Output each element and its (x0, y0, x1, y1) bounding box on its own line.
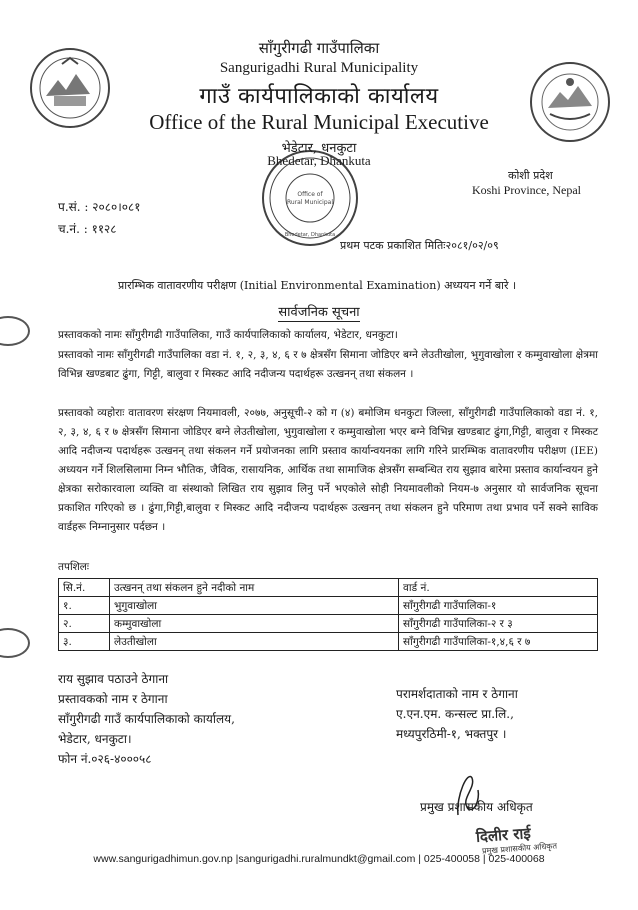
details-label: तपशिलः (58, 561, 90, 573)
address-right-line2: ए.एन.एम. कन्सल्ट प्रा.लि., (396, 707, 514, 721)
binder-ring (0, 316, 30, 346)
river-ward-table (58, 578, 598, 651)
table-header: सि.नं. (59, 579, 110, 597)
table-cell: ३. (59, 633, 110, 651)
binder-ring (0, 628, 30, 658)
footer-contact: www.sangurigadhimun.gov.np |sangurigadhi.ruralmundkt@gmail.com | 025-400058 | 025-400068 (93, 853, 545, 865)
signatory-title-stamp: प्रमुख प्रशासकीय अधिकृत (481, 841, 558, 856)
address-left-line4: भेडेटार, धनकुटा। (58, 732, 132, 746)
office-name-en: Office of the Rural Municipal Executive (149, 110, 489, 134)
table-header: उत्खनन् तथा संकलन हुने नदीको नाम (110, 579, 399, 597)
official-stamp (262, 150, 358, 246)
province-en: Koshi Province, Nepal (472, 183, 581, 197)
table-cell: लेउतीखोला (110, 633, 399, 651)
address-left-line1: राय सुझाव पठाउने ठेगाना (58, 672, 169, 686)
notice-subject: प्रारम्भिक वातावरणीय परीक्षण (Initial Environmental Examination) अध्ययन गर्ने बारे । (118, 279, 517, 292)
svg-text:Office of: Office of (297, 191, 323, 198)
table-cell: भुगुवाखोला (110, 597, 399, 615)
table-row (59, 597, 598, 615)
svg-text:Rural Municipal: Rural Municipal (287, 199, 333, 206)
proponent-line: प्रस्तावकको नामः साँगुरीगढी गाउँपालिका, गाउँ कार्यपालिकाको कार्यालय, भेडेटार, धनकुटा। (58, 329, 398, 341)
municipality-name-np: साँगुरीगढी गाउँपालिका (258, 39, 380, 57)
address-left-line3: साँगुरीगढी गाउँ कार्यपालिकाको कार्यालय, (58, 712, 235, 726)
address-right-line1: परामर्शदाताको नाम र ठेगाना (396, 687, 518, 701)
table-header-row (59, 579, 598, 597)
table-cell: २. (59, 615, 110, 633)
address-right-line3: मध्यपुरठिमी-१, भक्तपुर । (396, 727, 507, 741)
address-en: Bhedetar, Dhankuta (267, 153, 371, 168)
address-np: भेडेटार, धनकुटा (281, 141, 357, 156)
notice-title: सार्वजनिक सूचना (278, 305, 360, 320)
proposal-paragraph: प्रस्तावको नामः साँगुरीगढी गाउँपालिका वडा नं. १, २, ३, ४, ६ र ७ क्षेत्रसँग सिमाना जोडिएर बग्ने लेउतीखोला, भुगुवाखोला र कम्मुवाखोला क्षेत्रमा विभिन्न खण्डबाट ढुंगा, गिट्टी, बालुवा र मिस्कट आदि नदीजन्य पदार्थहरू उत्खनन् तथा संकलन । (58, 349, 598, 380)
table-cell: १. (59, 597, 110, 615)
signatory-name-stamp: दिलीर राई (475, 824, 532, 846)
publication-date: प्रथम पटक प्रकाशित मितिः२०८१/०२/०९ (340, 239, 499, 252)
address-left-line2: प्रस्तावकको नाम र ठेगाना (58, 692, 168, 706)
table-cell: साँगुरीगढी गाउँपालिका-२ र ३ (399, 615, 598, 633)
ref-cn-number: च.नं. : ११२८ (58, 222, 117, 236)
table-row (59, 615, 598, 633)
ref-ps-number: प.सं. : २०८०।०८१ (58, 200, 141, 214)
table-cell: साँगुरीगढी गाउँपालिका-१,४,६ र ७ (399, 633, 598, 651)
proposal-details-paragraph: प्रस्तावको व्यहोराः वातावरण संरक्षण नियमावली, २०७७, अनुसूची-२ को ग (४) बमोजिम धनकुटा जिल्ला, साँगुरीगढी गाउँपालिकाको वडा नं. १, २, ३, ४, ६ र ७ क्षेत्रसँग सिमाना जोडिएर बग्ने लेउतीखोला, भुगुवाखोला र कम्मुवाखोला भएर बग्ने विभिन्न खण्डबाट ढुंगा,गिट्टी, बालुवा र मिस्कट आदि नदीजन्य पदार्थहरू उत्खनन् तथा संकलन गर्ने प्रयोजनका लागि प्रस्ताव कार्यान्वयनका लागि गरिने प्रारम्भिक वातावरणीय परीक्षण (IEE) अध्ययन गर्ने शिलसिलामा निम्न भौतिक, जैविक, रासायनिक, आर्थिक तथा सामाजिक क्षेत्रसँग सम्बन्धित राय सुझाव बारेमा प्रस्ताव कार्यान्वयन हुने क्षेत्रका सरोकारवाला व्यक्ति वा संस्थाको लिखित राय सुझाव लिनु पर्ने भएकोले सोही नियमावलीको नियम-७ अनुसार यो सार्वजनिक सूचना प्रकाशित गरिएको छ । ढुंगा,गिट्टी,बालुवा र मिस्कट आदि नदीजन्य पदार्थहरू उत्खनन् तथा संकलन हुने परिमाण तथा प्रभाव पर्ने सक्ने साविक वार्डहरू निम्नानुसार पर्दछन । (58, 407, 598, 533)
office-name-np: गाउँ कार्यपालिकाको कार्यालय (199, 84, 439, 109)
signatory-title: प्रमुख प्रशासकीय अधिकृत (420, 800, 533, 814)
table-cell: कम्मुवाखोला (110, 615, 399, 633)
municipality-name-en: Sangurigadhi Rural Municipality (219, 60, 419, 76)
table-row (59, 633, 598, 651)
address-left-phone: फोन नं.०२६-४०००५८ (58, 752, 152, 766)
table-header: वार्ड नं. (399, 579, 598, 597)
svg-text:Bhedetar, Dhankuta: Bhedetar, Dhankuta (284, 232, 336, 238)
province-np: कोशी प्रदेश (508, 169, 553, 182)
table-cell: साँगुरीगढी गाउँपालिका-१ (399, 597, 598, 615)
